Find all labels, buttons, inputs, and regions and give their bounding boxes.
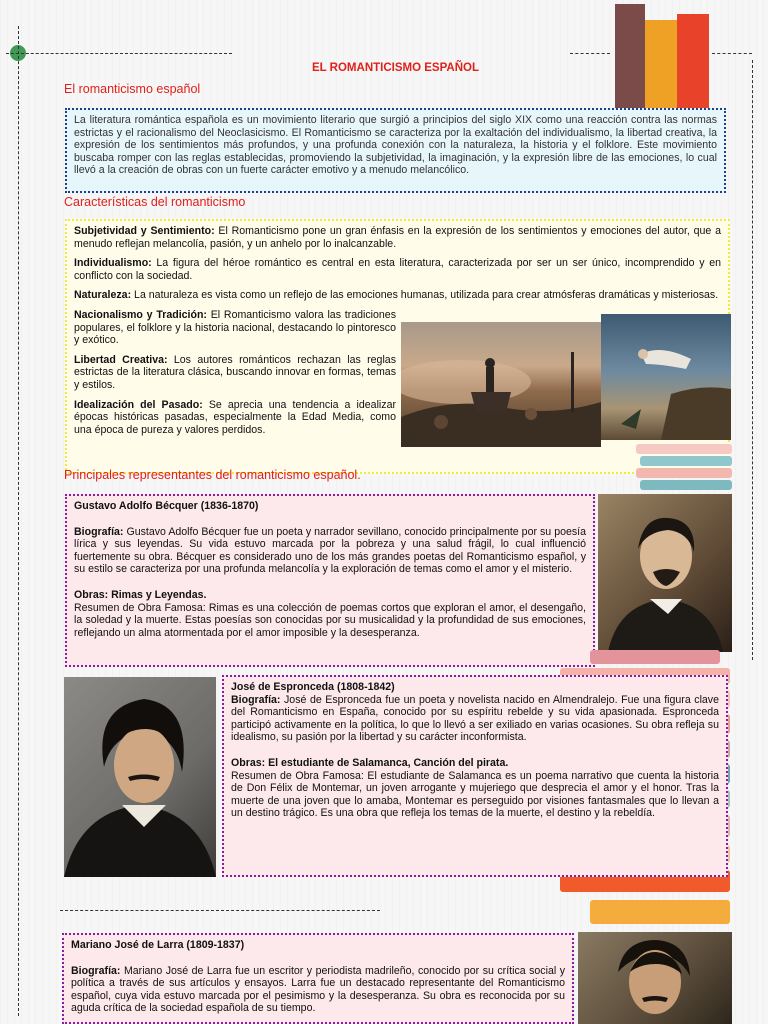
portrait-becquer [598,494,732,652]
section-heading-authors: Principales representantes del romanticismo español. [64,468,361,482]
char-item: Libertad Creativa: Los autores románticos rechazan las reglas estrictas de la literatura clásica, buscando innovar en formas, temas y estilos. [74,353,396,391]
painting-cliff [601,314,731,440]
author-works: Obras: El estudiante de Salamanca, Canción del pirata. [231,756,509,769]
decor-line [570,53,610,54]
books-stack-icon [636,444,732,490]
char-item: Subjetividad y Sentimiento: El Romanticismo pone un gran énfasis en la expresión de los sentimientos y emociones del autor, que a menudo reflejan melancolía, pasión, y un anhelo por lo inalcanzable. [74,225,721,250]
intro-text: La literatura romántica española es un movimiento literario que surgió a principios del siglo XIX como una reacción contra las normas estrictas y el racionalismo del Neoclasicismo. El Romanticismo se caracteriza por la exaltación del individualismo, la libertad creativa, la expresión de los sentimientos más profundos, y una profunda conexión con la naturaleza, la historia y el folklore. Este movimiento buscaba romper con las reglas establecidas, promoviendo la subjetividad, la imaginación, y la expresión libre de las emociones, lo cual llevó a la creación de obras con un fuerte carácter emotivo y a menudo melancólico. [74,114,717,177]
author-works: Obras: Rimas y Leyendas. [74,588,207,601]
author-box-larra [62,933,574,1024]
author-bio: Biografía: Gustavo Adolfo Bécquer fue un poeta y narrador sevillano, conocido principalmente por su poesía lírica y sus leyendas. Su vida estuvo marcada por la pobreza y una salud frágil, lo cual influenció fuertemente su obra. Bécquer es considerado uno de los más grandes poetas del Romanticismo español, y su estilo se caracteriza por una profunda melancolía y la exploración de temas como el amor y el misterio. [74,525,586,576]
portrait-larra [578,932,732,1024]
decor-line [18,26,19,1016]
decor-line [60,910,380,911]
char-item: Individualismo: La figura del héroe romántico es central en esta literatura, caracterizada por ser un ser único, incomprendido y en conflicto con la sociedad. [74,257,721,282]
author-bio: Biografía: José de Espronceda fue un poeta y novelista nacido en Almendralejo. Fue una figura clave del Romanticismo en España, conocido por su espíritu rebelde y su vida apasionada. Espronceda participó activamente en la política, lo que lo llevó a ser exiliado en varias ocasiones. Su obra refleja su idealismo, su pasión por la libertad y su carácter inconformista. [231,693,719,744]
decor-line [712,53,752,54]
author-box-espronceda [222,675,728,877]
char-item: Naturaleza: La naturaleza es vista como un reflejo de las emociones humanas, utilizada para crear atmósferas dramáticas y misteriosas. [74,289,719,302]
decor-line [6,53,232,54]
author-bio: Biografía: Mariano José de Larra fue un escritor y periodista madrileño, conocido por su crítica social y política a través de sus artículos y ensayos. Larra fue un destacado representante del Romanticismo español, cuya vida estuvo marcada por el pesimismo y la desesperanza. Su obra es reconocida por su aguda crítica de la sociedad española de su tiempo. [71,964,565,1015]
painting-battle [401,322,601,447]
decor-line [752,60,753,660]
author-box-becquer [65,494,595,667]
author-name: José de Espronceda (1808-1842) [231,681,395,693]
section-heading-intro: El romanticismo español [64,82,201,96]
intro-box [65,108,726,193]
author-summary: Resumen de Obra Famosa: Rimas es una colección de poemas cortos que exploran el amor, el desengaño, la soledad y la muerte. Estas poesías son conocidas por su musicalidad y la profundidad de sus emociones, reflejando un alma atormentada por el amor imposible y la desesperanza. [74,601,586,639]
char-item: Nacionalismo y Tradición: El Romanticismo valora las tradiciones populares, el folklore y la historia nacional, destacando lo pintoresco y exótico. [74,308,397,347]
author-name: Mariano José de Larra (1809-1837) [71,939,245,951]
author-name: Gustavo Adolfo Bécquer (1836-1870) [74,500,259,512]
page-title: EL ROMANTICISMO ESPAÑOL [312,62,479,74]
char-item: Idealización del Pasado: Se aprecia una tendencia a idealizar épocas históricas pasadas, especialmente la Edad Media, como una época de pureza y valores perdidos. [74,398,396,436]
portrait-espronceda [64,677,216,877]
section-heading-characteristics: Características del romanticismo [64,195,246,209]
books-stack-icon [615,4,710,108]
author-summary: Resumen de Obra Famosa: El estudiante de Salamanca es un poema narrativo que cuenta la historia de Don Félix de Montemar, un joven arrogante y mujeriego que desprecia el amor y el honor. Tras la muerte de una joven que lo amaba, Montemar es perseguido por visiones fantasmales que lo llevan a un destino trágico. Es una obra que refleja los temas de la muerte, el destino y la rebeldía. [231,769,719,820]
